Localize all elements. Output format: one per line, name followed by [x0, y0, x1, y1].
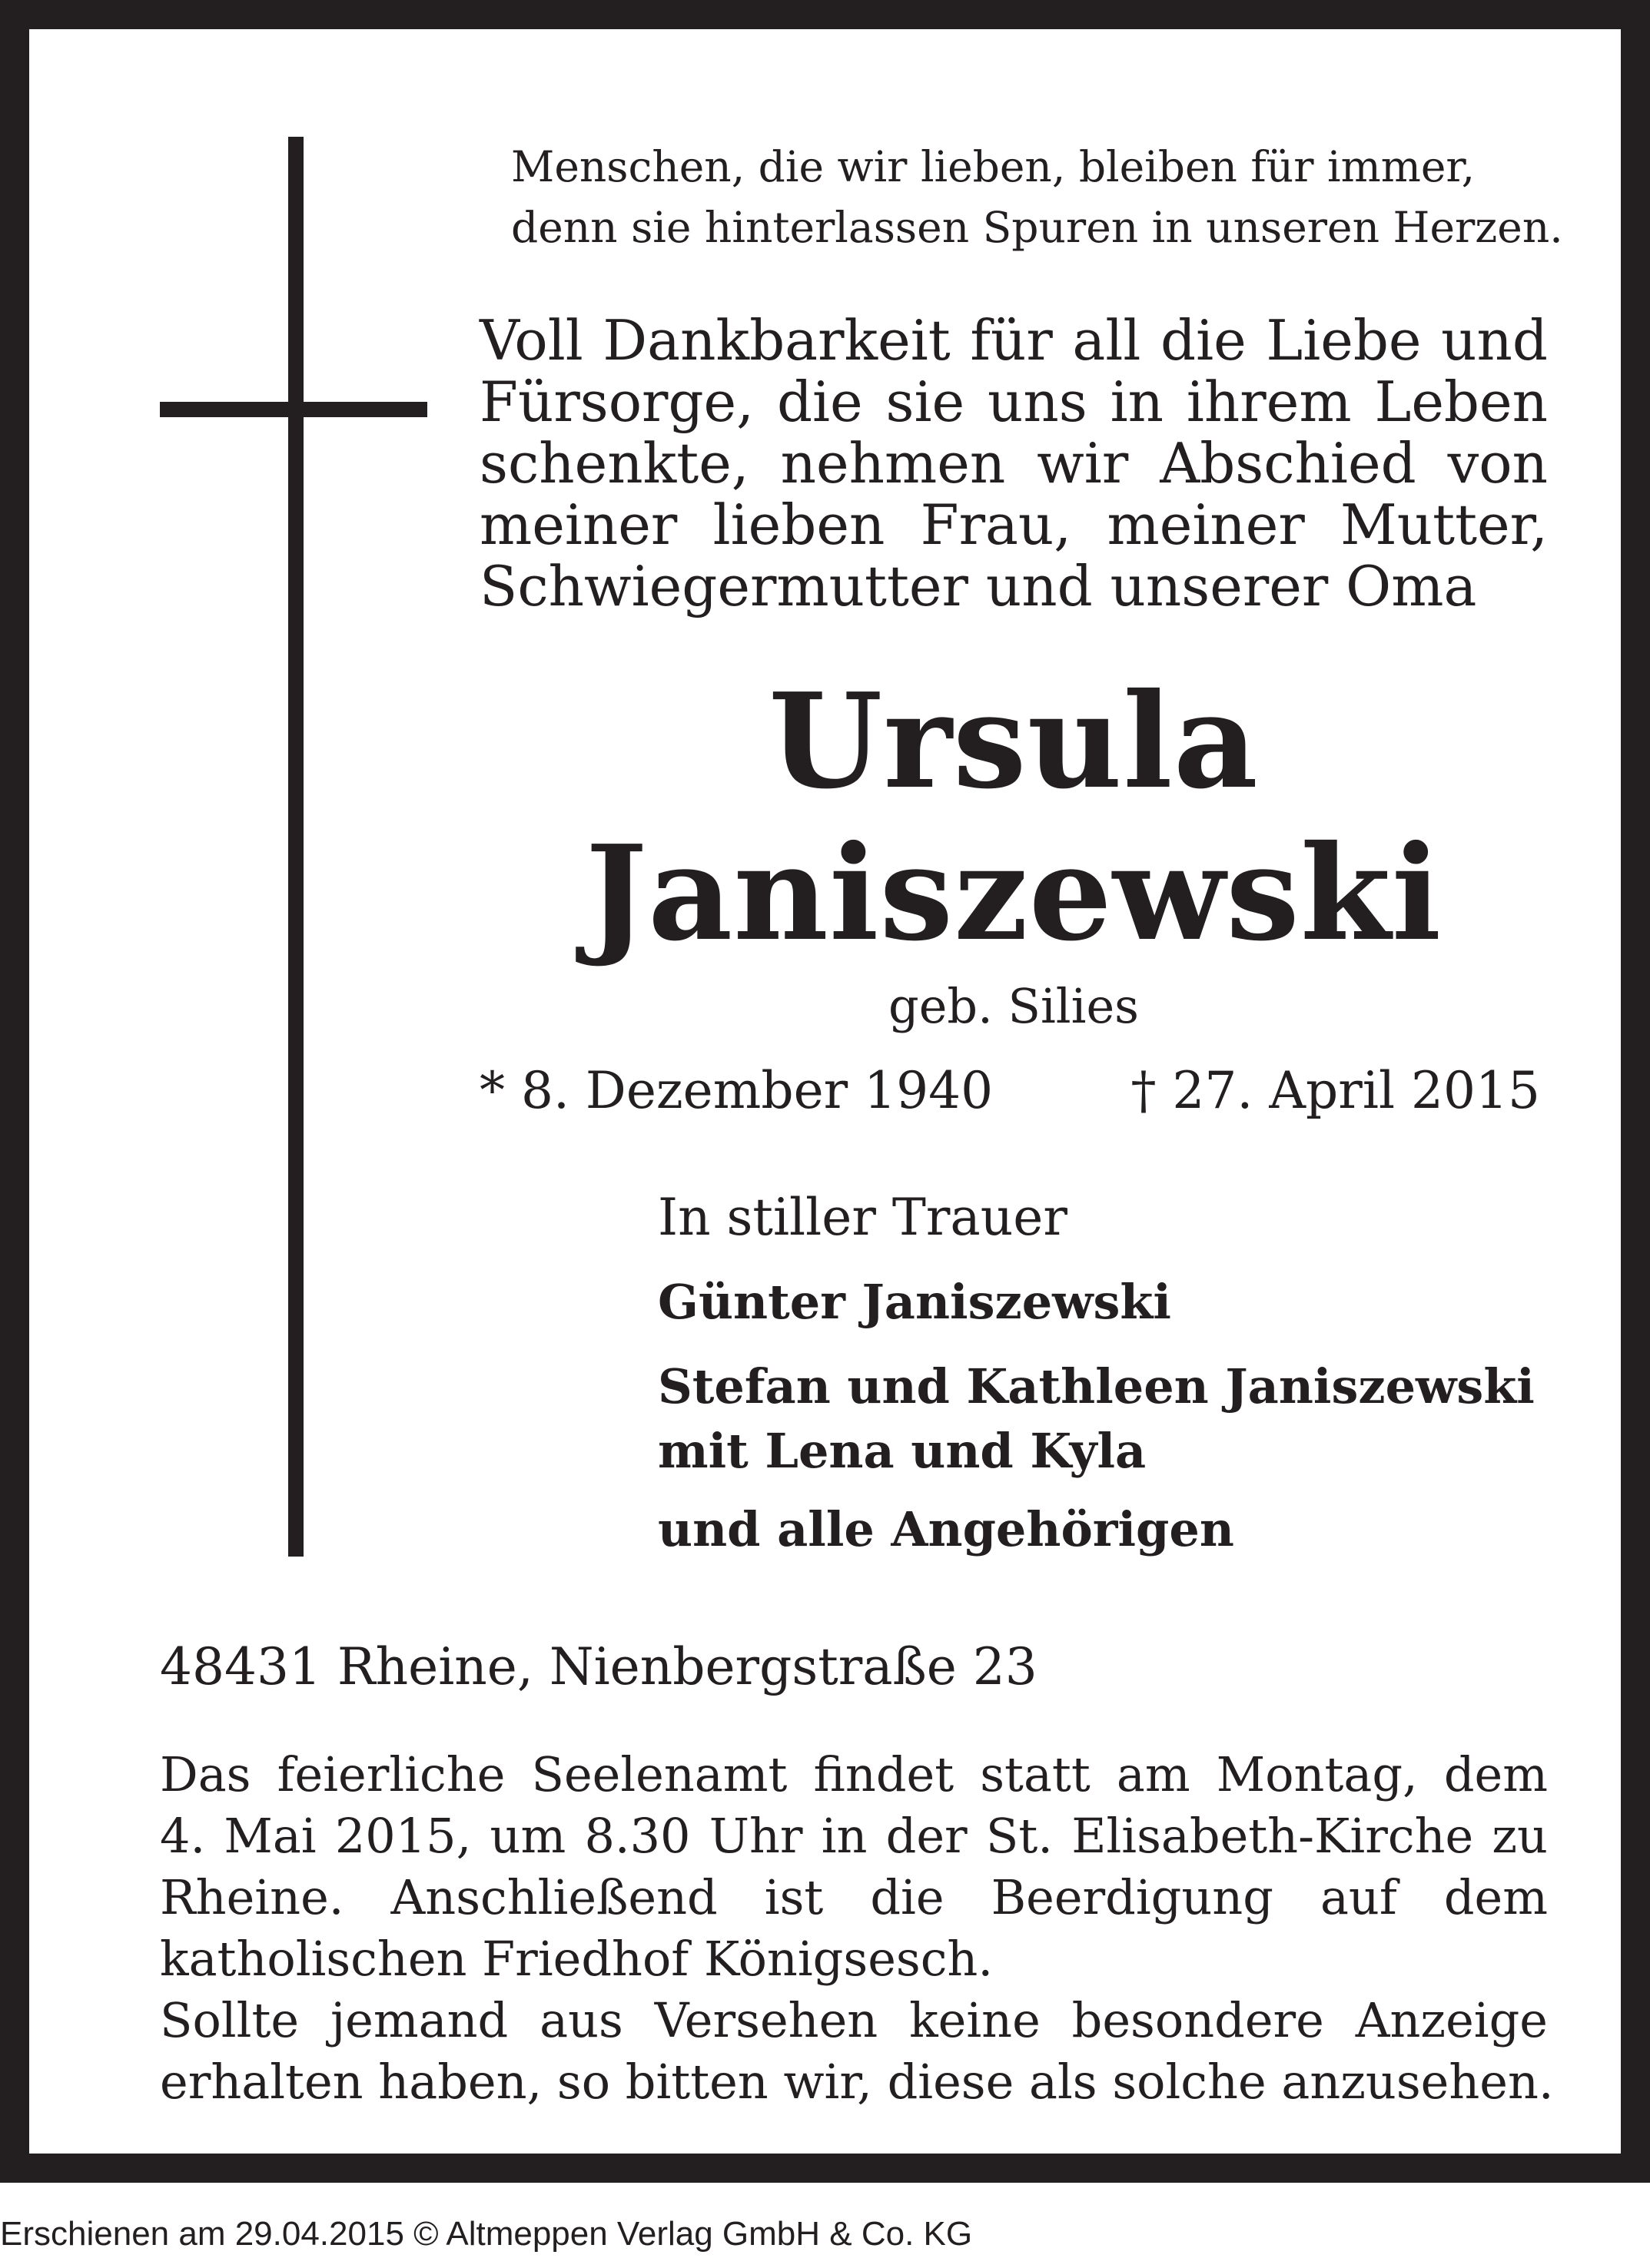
motto-line: Menschen, die wir lieben, bleiben für immer, — [511, 142, 1476, 191]
deceased-last-name: Janiszewski — [585, 817, 1443, 970]
mourning-heading: In stiller Trauer — [658, 1188, 1067, 1247]
motto — [511, 137, 1564, 258]
service-line: Das feierliche Seelenamt findet statt am Montag, dem — [160, 1746, 1548, 1802]
cross-icon — [288, 137, 304, 1557]
cross-icon-crossbar — [160, 402, 427, 417]
mourner-name: Stefan und Kathleen Janiszewski — [658, 1358, 1535, 1414]
intro-text — [480, 310, 1548, 617]
service-line: 4. Mai 2015, um 8.30 Uhr in der St. Elisabeth-Kirche zu — [160, 1808, 1548, 1864]
mourner-name: und alle Angehörigen — [658, 1501, 1234, 1557]
notice-line: Sollte jemand aus Versehen keine besondere Anzeige — [160, 1992, 1548, 2048]
motto-line: denn sie hinterlassen Spuren in unseren Herzen. — [511, 203, 1563, 252]
intro-line: Fürsorge, die sie uns in ihrem Leben — [480, 370, 1548, 434]
mourner-name: Günter Janiszewski — [658, 1274, 1171, 1330]
deceased-first-name: Ursula — [769, 665, 1259, 818]
service-line: Rheine. Anschließend ist die Beerdigung auf dem — [160, 1869, 1548, 1925]
birth-date: * 8. Dezember 1940 — [480, 1061, 994, 1120]
mourner-name: mit Lena und Kyla — [658, 1423, 1147, 1479]
notice-paragraph — [160, 1990, 1554, 2113]
intro-line: Voll Dankbarkeit für all die Liebe und — [480, 308, 1548, 373]
death-date: † 27. April 2015 — [1130, 1061, 1540, 1120]
intro-line: meiner lieben Frau, meiner Mutter, — [480, 492, 1548, 557]
notice-line: erhalten haben, so bitten wir, diese als solche anzusehen. — [160, 2054, 1554, 2110]
deceased-maiden-name: geb. Silies — [888, 978, 1139, 1034]
publication-footer: Erschienen am 29.04.2015 © Altmeppen Verlag GmbH & Co. KG — [0, 2215, 973, 2253]
intro-line: schenkte, nehmen wir Abschied von — [480, 431, 1548, 496]
intro-line: Schwiegermutter und unserer Oma — [480, 554, 1477, 618]
service-paragraph — [160, 1744, 1548, 1990]
address: 48431 Rheine, Nienbergstraße 23 — [160, 1637, 1037, 1696]
service-line: katholischen Friedhof Königsesch. — [160, 1931, 994, 1987]
